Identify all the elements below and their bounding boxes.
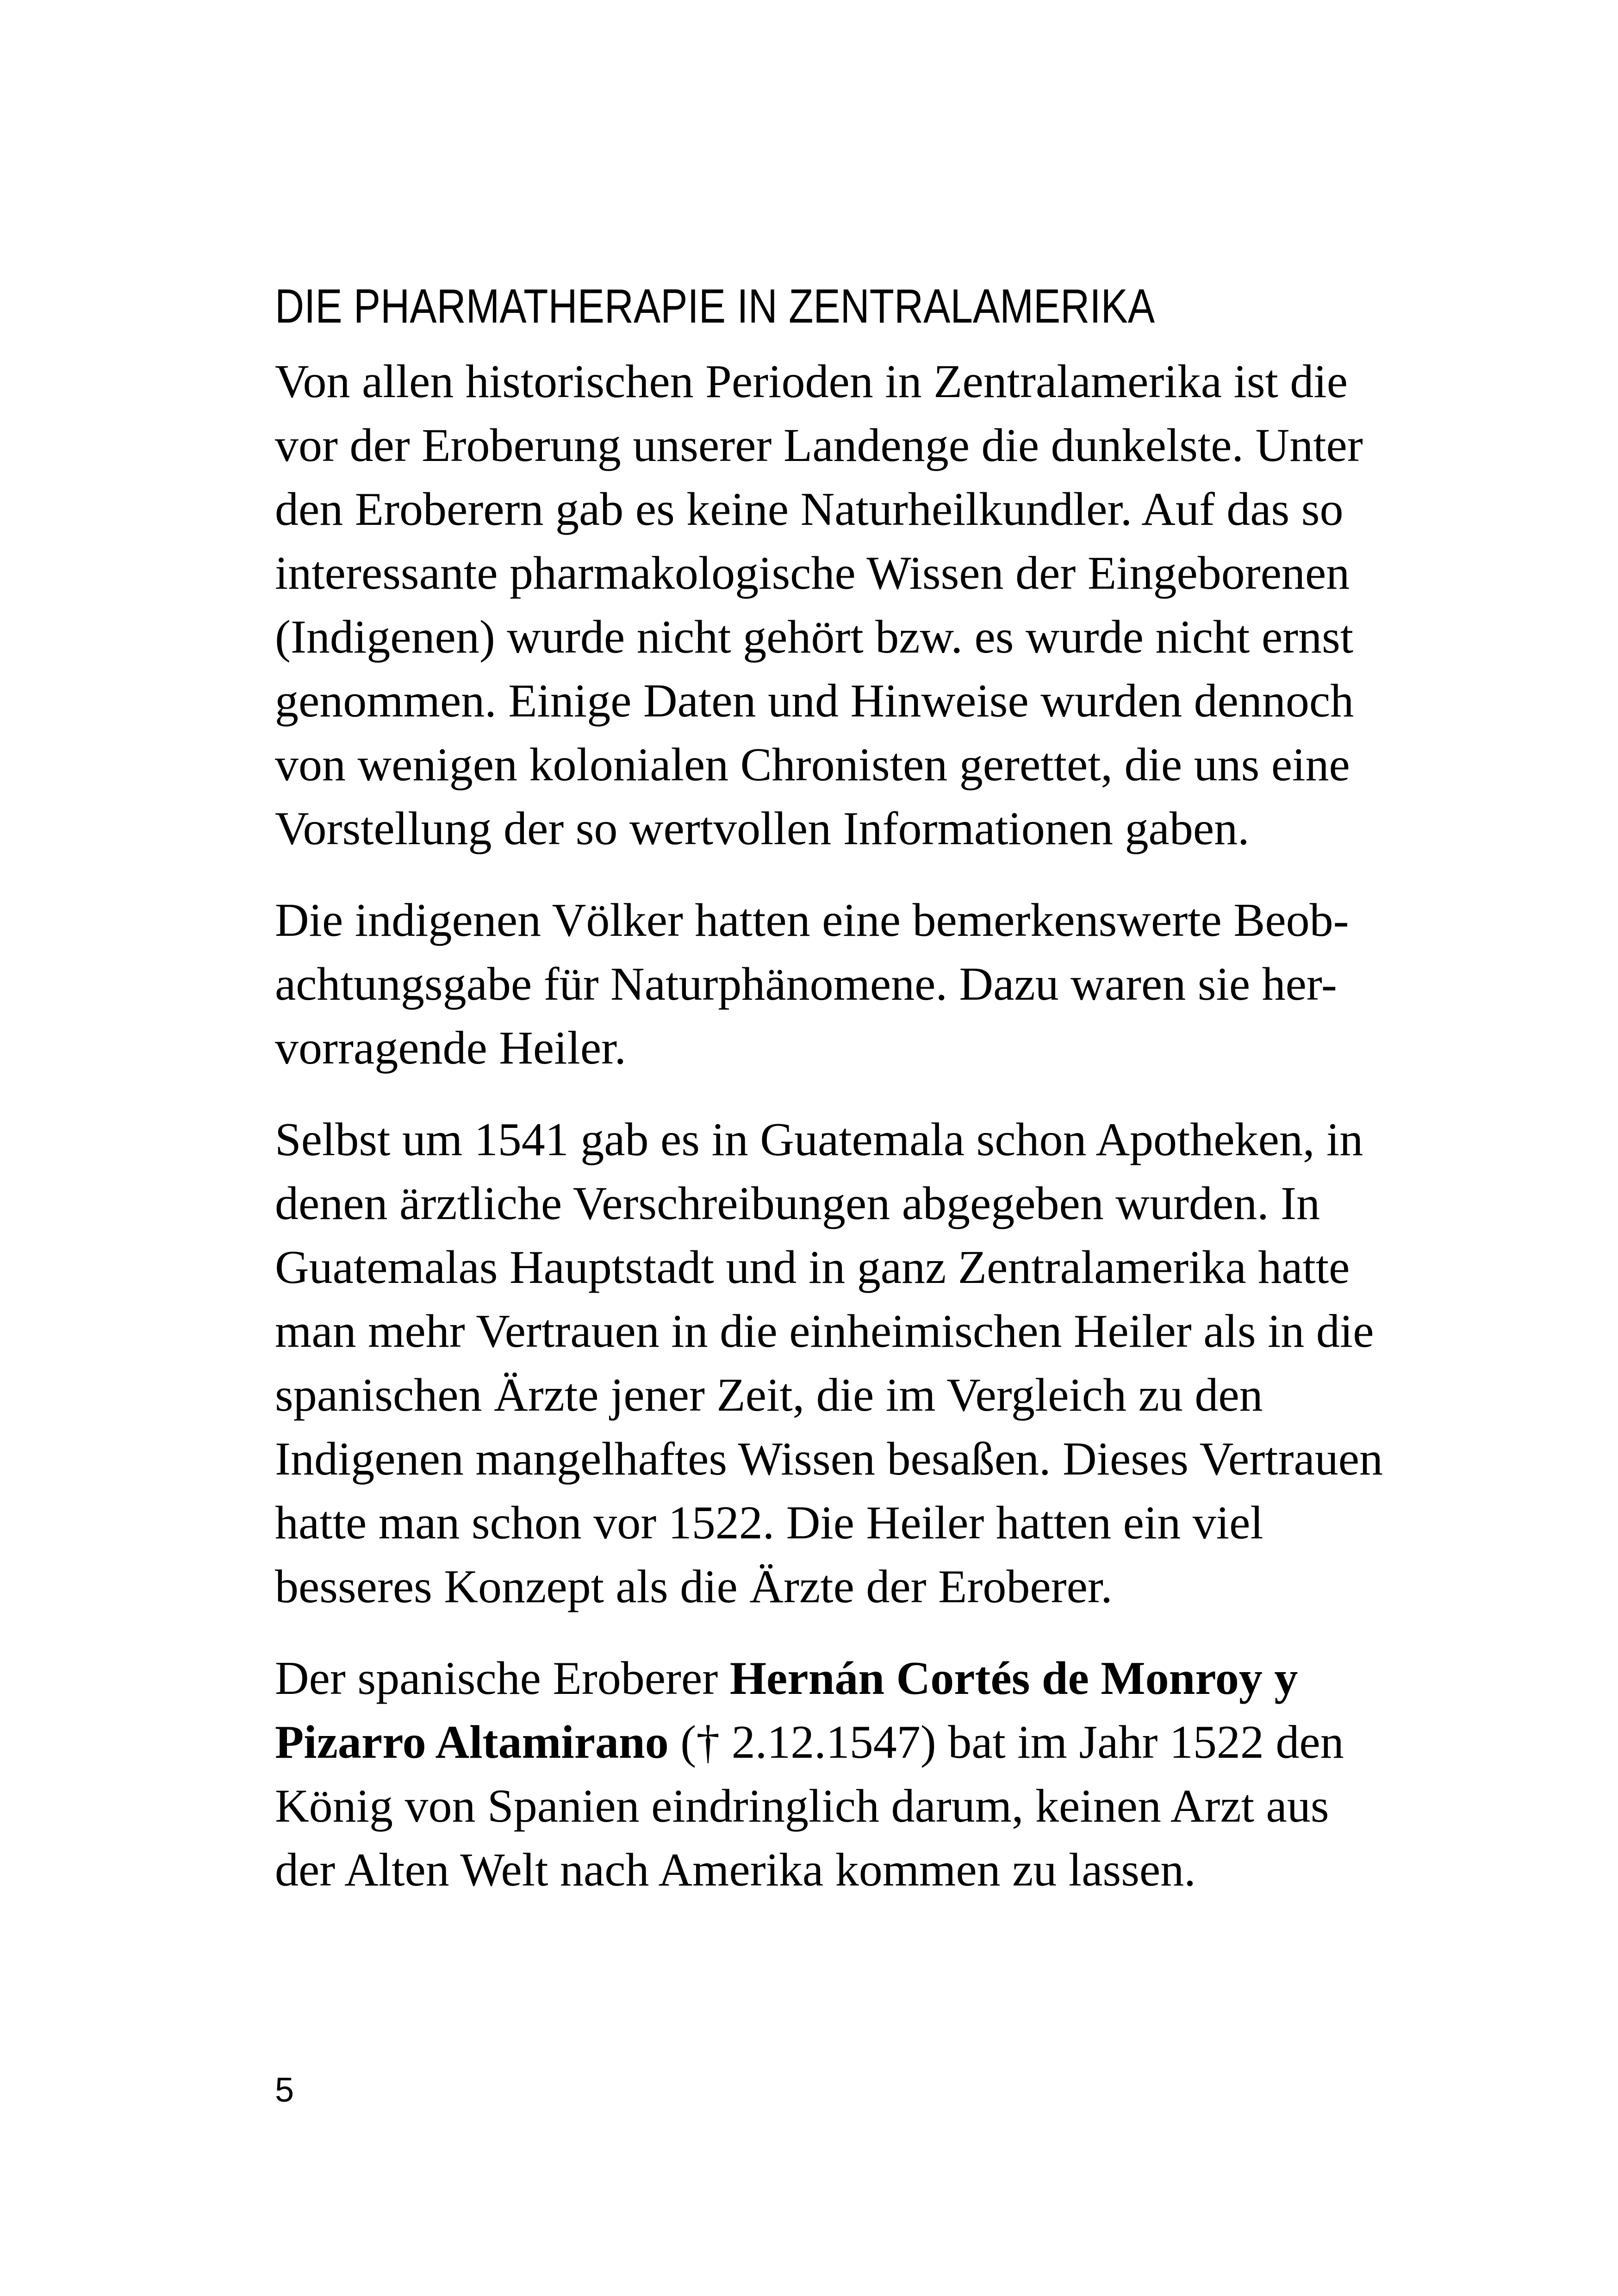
text-line: von wenigen kolonialen Chronisten gerettet, die uns eine xyxy=(275,739,1350,791)
text-line: vor der Eroberung unserer Landenge die dunkelste. Unter xyxy=(275,419,1363,472)
text-line xyxy=(275,1774,1367,1838)
text-line xyxy=(275,1838,1367,1902)
text-line: (Indigenen) wurde nicht gehört bzw. es wurde nicht ernst xyxy=(275,611,1354,663)
text-line: Selbst um 1541 gab es in Guatemala schon Apotheken, in xyxy=(275,1114,1363,1166)
paragraph xyxy=(275,350,1367,861)
text-line: Guatemalas Hauptstadt und in ganz Zentralamerika hatte xyxy=(275,1241,1350,1294)
text-line: besseres Konzept als die Ärzte der Eroberer. xyxy=(275,1561,1113,1613)
text-line: interessante pharmakologische Wissen der Eingeborenen xyxy=(275,547,1350,599)
text-line: den Eroberern gab es keine Naturheilkundler. Auf das so xyxy=(275,483,1344,535)
text-line: genommen. Einige Daten und Hinweise wurden dennoch xyxy=(275,675,1354,727)
text-line: Vorstellung der so wertvollen Informationen gaben. xyxy=(275,803,1250,855)
text-line: hatte man schon vor 1522. Die Heiler hatten ein viel xyxy=(275,1497,1263,1549)
paragraph xyxy=(275,889,1367,1080)
page-heading: DIE PHARMATHERAPIE IN ZENTRALAMERIKA xyxy=(275,280,1155,333)
paragraph xyxy=(275,1647,1367,1902)
person-name: Pizarro Altamirano xyxy=(275,1716,669,1768)
text-segment: der Alten Welt nach Amerika kommen zu lassen. xyxy=(275,1844,1196,1896)
text-line: vorragende Heiler. xyxy=(275,1022,626,1074)
text-segment: († 2.12.1547) bat im Jahr 1522 den xyxy=(668,1716,1344,1768)
page-number: 5 xyxy=(275,2071,294,2109)
text-line: spanischen Ärzte jener Zeit, die im Vergleich zu den xyxy=(275,1369,1263,1421)
text-segment: Der spanische Eroberer xyxy=(275,1652,730,1705)
text-line: denen ärztliche Verschreibungen abgegeben wurden. In xyxy=(275,1177,1320,1230)
text-line xyxy=(275,1647,1367,1711)
text-segment: König von Spanien eindringlich darum, keinen Arzt aus xyxy=(275,1780,1329,1832)
text-line: Indigenen mangelhaftes Wissen besaßen. Dieses Vertrauen xyxy=(275,1433,1383,1485)
paragraph xyxy=(275,1108,1383,1619)
text-line: achtungsgabe für Naturphänomene. Dazu waren sie her- xyxy=(275,958,1337,1010)
text-line: Die indigenen Völker hatten eine bemerkenswerte Beob- xyxy=(275,894,1349,946)
text-line xyxy=(275,1711,1367,1774)
person-name: Hernán Cortés de Monroy y xyxy=(729,1652,1298,1705)
text-block xyxy=(275,279,1383,1902)
text-line: Von allen historischen Perioden in Zentralamerika ist die xyxy=(275,355,1348,408)
text-line: man mehr Vertrauen in die einheimischen Heiler als in die xyxy=(275,1305,1374,1357)
